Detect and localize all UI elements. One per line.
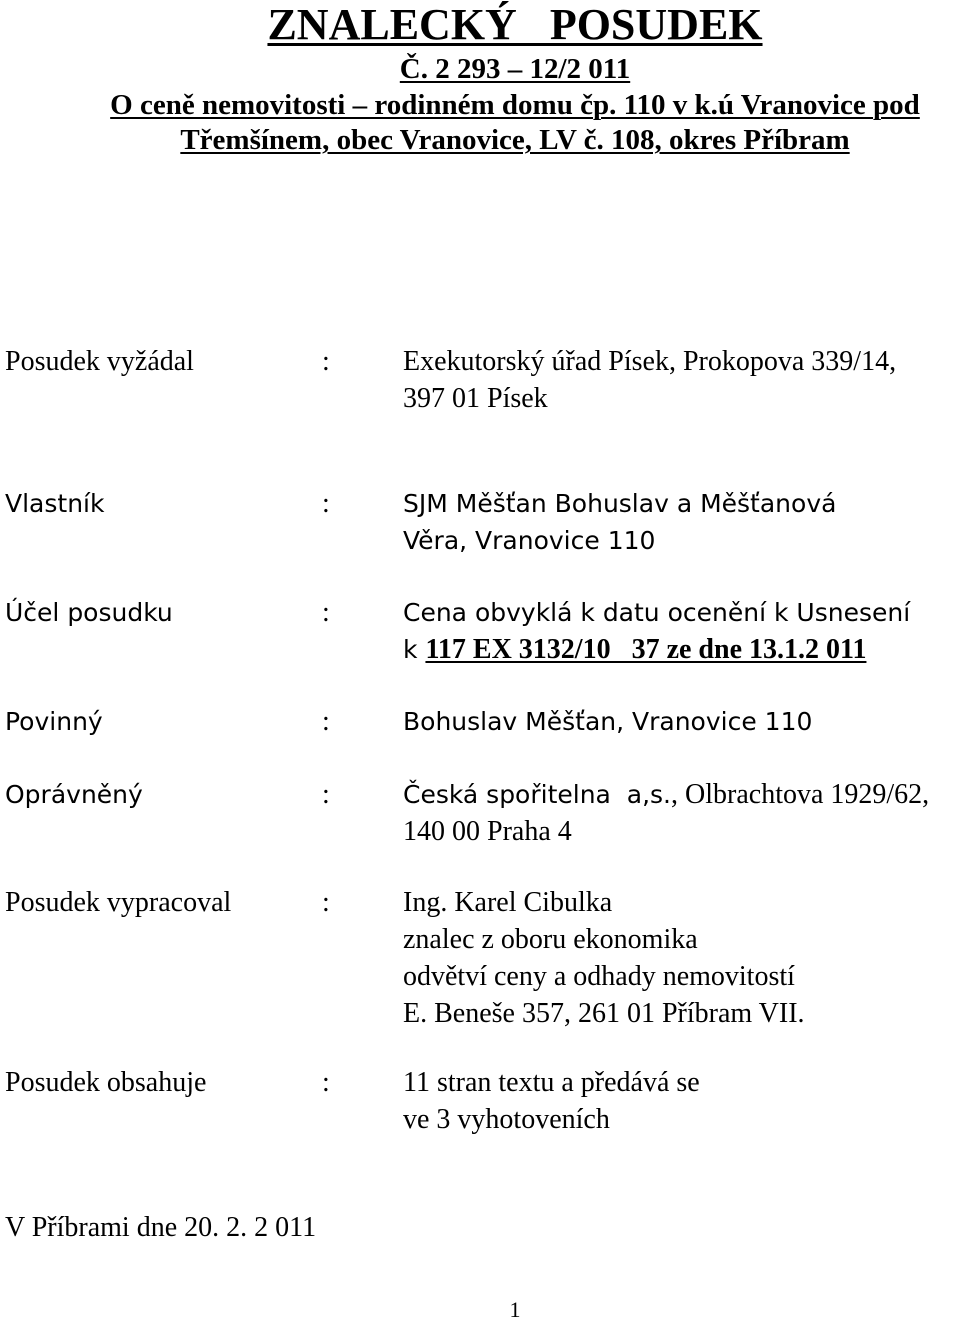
document-subject-line-2: Třemšínem, obec Vranovice, LV č. 108, okres Příbram <box>180 124 850 156</box>
value-line: E. Beneše 357, 261 01 Příbram VII. <box>403 998 805 1029</box>
field-value <box>403 776 960 850</box>
field-label: Oprávněný <box>5 780 143 809</box>
ref-prefix: k <box>403 635 426 664</box>
value-line <box>403 776 960 813</box>
value-line: SJM Měšťan Bohuslav a Měšťanová <box>403 489 837 518</box>
field-colon: : <box>322 706 330 737</box>
field-label: Vlastník <box>5 489 105 518</box>
field-colon: : <box>322 1067 330 1098</box>
document-number: Č. 2 293 – 12/2 011 <box>399 53 631 85</box>
page-number: 1 <box>509 1297 521 1322</box>
value-line: Bohuslav Měšťan, Vranovice 110 <box>403 707 813 736</box>
field-label: Posudek vypracoval <box>5 887 232 918</box>
field-value <box>403 1064 960 1138</box>
value-line: 397 01 Písek <box>403 383 548 414</box>
field-colon: : <box>322 597 330 628</box>
field-value <box>403 594 960 668</box>
value-line: Ing. Karel Cibulka <box>403 887 613 918</box>
field-colon: : <box>322 346 330 377</box>
value-line: odvětví ceny a odhady nemovitostí <box>403 961 795 992</box>
value-line: 11 stran textu a předává se <box>403 1067 700 1098</box>
place-and-date: V Příbrami dne 20. 2. 2 011 <box>5 1212 317 1243</box>
field-value <box>403 703 960 740</box>
value-line: 140 00 Praha 4 <box>403 816 572 847</box>
field-label: Účel posudku <box>5 598 173 627</box>
field-colon: : <box>322 779 330 810</box>
field-label: Povinný <box>5 707 103 736</box>
value-line: ve 3 vyhotoveních <box>403 1104 610 1135</box>
value-line: Cena obvyklá k datu ocenění k Usnesení <box>403 598 911 627</box>
field-colon: : <box>322 488 330 519</box>
field-label: Posudek obsahuje <box>5 1067 207 1098</box>
document-title: ZNALECKÝ POSUDEK <box>267 0 763 49</box>
field-label: Posudek vyžádal <box>5 346 194 377</box>
field-value <box>403 343 960 417</box>
value-line: Věra, Vranovice 110 <box>403 526 656 555</box>
field-value <box>403 485 960 559</box>
field-value <box>403 884 960 1032</box>
field-colon: : <box>322 887 330 918</box>
document-subject-line-1: O ceně nemovitosti – rodinném domu čp. 110 v k.ú Vranovice pod <box>110 89 920 121</box>
bank-name: Česká spořitelna a,s. <box>403 780 672 809</box>
value-line: znalec z oboru ekonomika <box>403 924 698 955</box>
value-line: Exekutorský úřad Písek, Prokopova 339/14, <box>403 346 897 377</box>
resolution-reference: 117 EX 3132/10 37 ze dne 13.1.2 011 <box>425 634 867 665</box>
bank-address: , Olbrachtova 1929/62, <box>671 779 930 810</box>
value-line-ref <box>403 631 960 668</box>
